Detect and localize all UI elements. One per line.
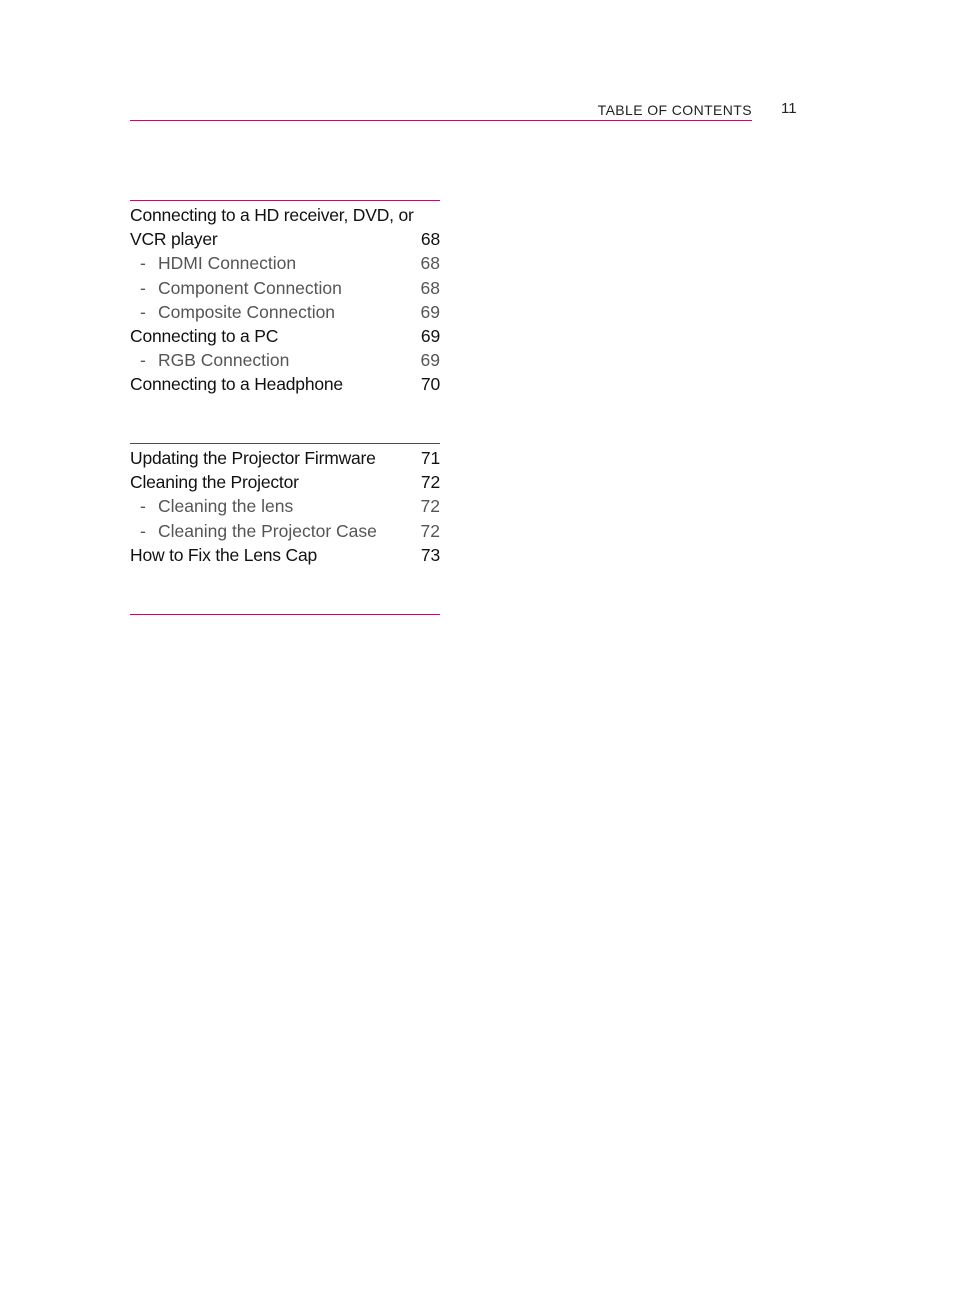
toc-bullet-dash: - [140, 253, 146, 274]
toc-bullet-dash: - [140, 301, 146, 322]
toc-entry-label: Connecting to a PC [130, 325, 279, 346]
toc-subentry-text: Composite Connection [158, 301, 336, 322]
toc-entry-label: Updating the Projector Firmware [130, 448, 376, 468]
toc-page-number: 69 [420, 301, 440, 322]
toc-entry[interactable] [130, 203, 440, 227]
toc-entry-label [130, 276, 342, 300]
toc-subentry[interactable] [130, 276, 440, 300]
toc-subentry-text: Component Connection [158, 277, 342, 298]
toc-page-number: 68 [420, 277, 440, 298]
toc-bullet-dash: - [140, 496, 146, 517]
toc-subentry[interactable] [130, 519, 440, 543]
toc-entry[interactable] [130, 446, 440, 470]
toc-entry-label [130, 251, 296, 275]
toc-entry-label [130, 348, 289, 372]
toc-page-number: 68 [420, 253, 440, 274]
toc-entry[interactable] [130, 227, 440, 251]
toc-subentry[interactable] [130, 300, 440, 324]
toc-section-connections [130, 200, 440, 397]
toc-entry-label [130, 300, 335, 324]
toc-page-number: 69 [420, 350, 440, 371]
toc-subentry-text: HDMI Connection [158, 253, 297, 274]
toc-subentry[interactable] [130, 494, 440, 518]
toc-list [130, 444, 440, 567]
toc-bullet-dash: - [140, 520, 146, 541]
toc-entry[interactable] [130, 324, 440, 348]
toc-entry-label: Connecting to a HD receiver, DVD, or [130, 205, 414, 225]
toc-entry[interactable] [130, 543, 440, 567]
toc-subentry[interactable] [130, 348, 440, 372]
toc-entry-label: How to Fix the Lens Cap [130, 544, 318, 565]
toc-entry-label: Connecting to a Headphone [130, 374, 343, 395]
toc-page-number: 72 [420, 472, 440, 493]
toc-entry-label [130, 519, 377, 543]
toc-section-maintenance [130, 443, 440, 567]
toc-page-number: 70 [420, 374, 440, 395]
toc-list [130, 201, 440, 397]
toc-entry[interactable] [130, 372, 440, 396]
toc-subentry[interactable] [130, 251, 440, 275]
header-title: TABLE OF CONTENTS [597, 102, 752, 118]
toc-page-number: 73 [420, 544, 440, 565]
toc-page-number: 71 [420, 448, 440, 468]
toc-page-number: 72 [420, 496, 440, 517]
toc-entry-label [130, 494, 293, 518]
toc-entry[interactable] [130, 470, 440, 494]
toc-bullet-dash: - [140, 277, 146, 298]
toc-subentry-text: Cleaning the Projector Case [158, 520, 377, 541]
page-header [130, 96, 752, 121]
toc-entry-label: Cleaning the Projector [130, 472, 299, 493]
page-number: 11 [781, 100, 797, 117]
toc-page-number: 68 [420, 229, 440, 250]
toc-subentry-text: RGB Connection [158, 350, 290, 371]
section-divider [130, 614, 440, 615]
toc-page-number: 72 [420, 520, 440, 541]
toc-page-number: 69 [420, 325, 440, 346]
toc-subentry-text: Cleaning the lens [158, 496, 294, 517]
toc-bullet-dash: - [140, 350, 146, 371]
toc-entry-label: VCR player [130, 229, 218, 250]
